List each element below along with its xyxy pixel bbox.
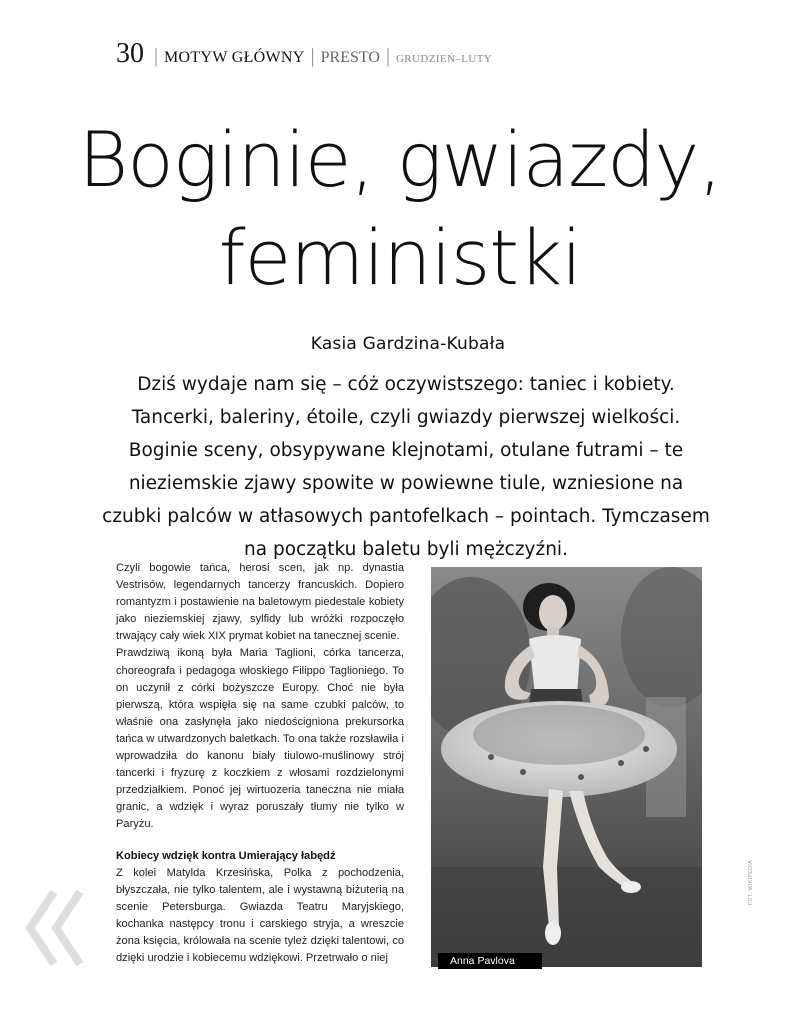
article-lead: Dziś wydaje nam się – cóż oczywistszego: taniec i kobiety. Tancerki, baleriny, étoile, czyli gwiazdy pierwszej wielkości. Boginie sceny, obsypywane klejnotami, otulane futrami – te nieziemskie zjawy spowite w powiewne tiule, wzniesione na czubki palców w atłasowych pantofelkach – pointach. Tymczasem na początku baletu byli mężczyźni. [102,374,710,560]
double-chevron-left-icon [24,888,86,968]
magazine-name: PRESTO [320,49,380,66]
body-paragraph: Czyli bogowie tańca, herosi scen, jak np. dynastia Vestrisów, legendarnych tancerzy francuskich. Dopiero romantyzm i postawienie na baletowym piedestale kobiety jako nieziemskiej zjawy, sylfidy lub wróżki rozpoczęło trwający cały wiek XIX prymat kobiet na tanecznej scenie. [116,562,404,643]
article-author: Kasia Gardzina-Kubała [310,334,506,354]
ballerina-illustration [431,567,702,967]
article-body [116,560,404,967]
header-divider: | [310,45,315,67]
ballerina-photo [431,567,702,967]
body-paragraph: Z kolei Matylda Krzesińska, Polka z pochodzenia, błyszczała, nie tylko talentem, ale i wystawną biżuterią na scenie Petersburga. Gwiazda Teatru Maryjskiego, kochanka następcy tronu i carskiego stryja, a wreszcie żona księcia, królowała na scenie tyleż dzięki talentowi, co dzięki urodzie i kobiecemu wdziękowi. Przetrwało o niej [116,866,404,965]
photo-credit: FOT. WIKIPEDIA [748,859,754,905]
article-title-line-2: feministki [218,213,582,302]
header-divider: | [154,45,159,67]
issue-date: GRUDZIEŃ–LUTY [395,53,493,65]
section-name: MOTYW GŁÓWNY [164,49,305,66]
page-number: 30 [116,38,144,69]
body-paragraph: Prawdziwą ikoną była Maria Taglioni, córka tancerza, choreografa i pedagoga włoskiego Filippo Taglioniego. To on uczynił z córki bożyszcze Europy. Choć nie była pierwszą, która wspięła się na same czubki palców, to właśnie ona zasłynęła jako niedościgniona prekursorka tańca w utwardzonych baletkach. To ona także rozsławiła i wprowadziła do kanonu biały tiulowo-muślinowy strój tancerki i fryzurę z koczkiem z włosami rozdzielonymi przedziałkiem. Ponoć jej wirtuozeria taneczna nie miała granic, a wdzięk i wyraz poruszały tłumy nie tylko w Paryżu. [116,647,404,831]
article-subheading: Kobiecy wdzięk kontra Umierający łabędź [116,849,336,862]
header-divider: | [385,45,390,67]
article-title-line-1: Boginie, gwiazdy, [78,115,722,204]
photo-caption: Anna Pavlova [438,953,542,969]
page-header [116,38,492,70]
